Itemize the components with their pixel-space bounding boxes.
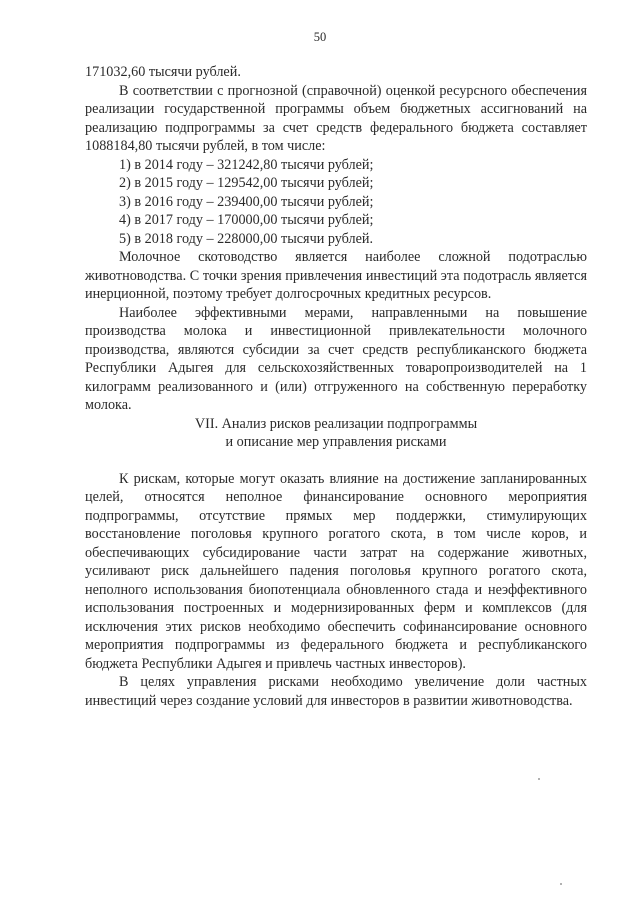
page-number: 50 — [313, 30, 327, 44]
section-heading-line1: VII. Анализ рисков реализации подпрограммы — [194, 415, 478, 432]
funding-by-year-list — [85, 156, 587, 249]
list-item: 3) в 2016 году – 239400,00 тысячи рублей; — [119, 193, 374, 210]
spacer — [85, 452, 587, 470]
scan-speck — [538, 778, 540, 780]
section-heading-line2: и описание мер управления рисками — [225, 434, 447, 450]
paragraph-risk-management: В целях управления рисками необходимо увеличение доли частных инвестиций через создание условий для инвесторов в развитии животноводства. — [85, 674, 587, 709]
paragraph-continuation: 171032,60 тысячи рублей. — [85, 64, 241, 80]
paragraph-dairy-farming: Молочное скотоводство является наиболее сложной подотраслью животноводства. С точки зрения привлечения инвестиций эта подотрасль является инерционной, поэтому требует долгосрочных кредитных ресурсов. — [85, 249, 587, 302]
list-item: 4) в 2017 году – 170000,00 тысячи рублей; — [119, 212, 374, 228]
document-body — [85, 63, 587, 710]
list-item: 5) в 2018 году – 228000,00 тысячи рублей. — [119, 230, 374, 247]
paragraph-effective-measures: Наиболее эффективными мерами, направленными на повышение производства молока и инвестиционной привлекательности молочного производства, являются субсидии за счет средств республиканского бюджета Республики Адыгея для сельскохозяйственных товаропроизводителей на 1 килограмм реализованного и (или) отгруженного на собственную переработку молока. — [85, 304, 587, 413]
section-heading — [85, 415, 587, 452]
paragraph-risks: К рискам, которые могут оказать влияние на достижение запланированных целей, относятся неполное финансирование основного мероприятия подпрограммы, отсутствие прямых мер поддержки, стимулирующих восстановление поголовья крупного рогатого скота, в том числе коров, и обеспечивающих субсидирование части затрат на содержание животных, усиливают риск дальнейшего падения поголовья крупного рогатого скота, неполного использования биопотенциала обновленного стада и неэффективного использования построенных и модернизированных ферм и комплексов (для исключения этих рисков необходимо обеспечить софинансирование основного мероприятия подпрограммы из федерального бюджета и республиканского бюджета Республики Адыгея и привлечь частных инвесторов). — [85, 470, 587, 672]
list-item: 1) в 2014 году – 321242,80 тысячи рублей; — [119, 156, 374, 173]
paragraph-funding-federal: В соответствии с прогнозной (справочной) оценкой ресурсного обеспечения реализации государственной программы объем бюджетных ассигнований на реализацию подпрограммы за счет средств федерального бюджета составляет 1088184,80 тысячи рублей, в том числе: — [85, 82, 587, 154]
list-item: 2) в 2015 году – 129542,00 тысячи рублей; — [119, 175, 374, 191]
scan-speck — [560, 883, 562, 885]
